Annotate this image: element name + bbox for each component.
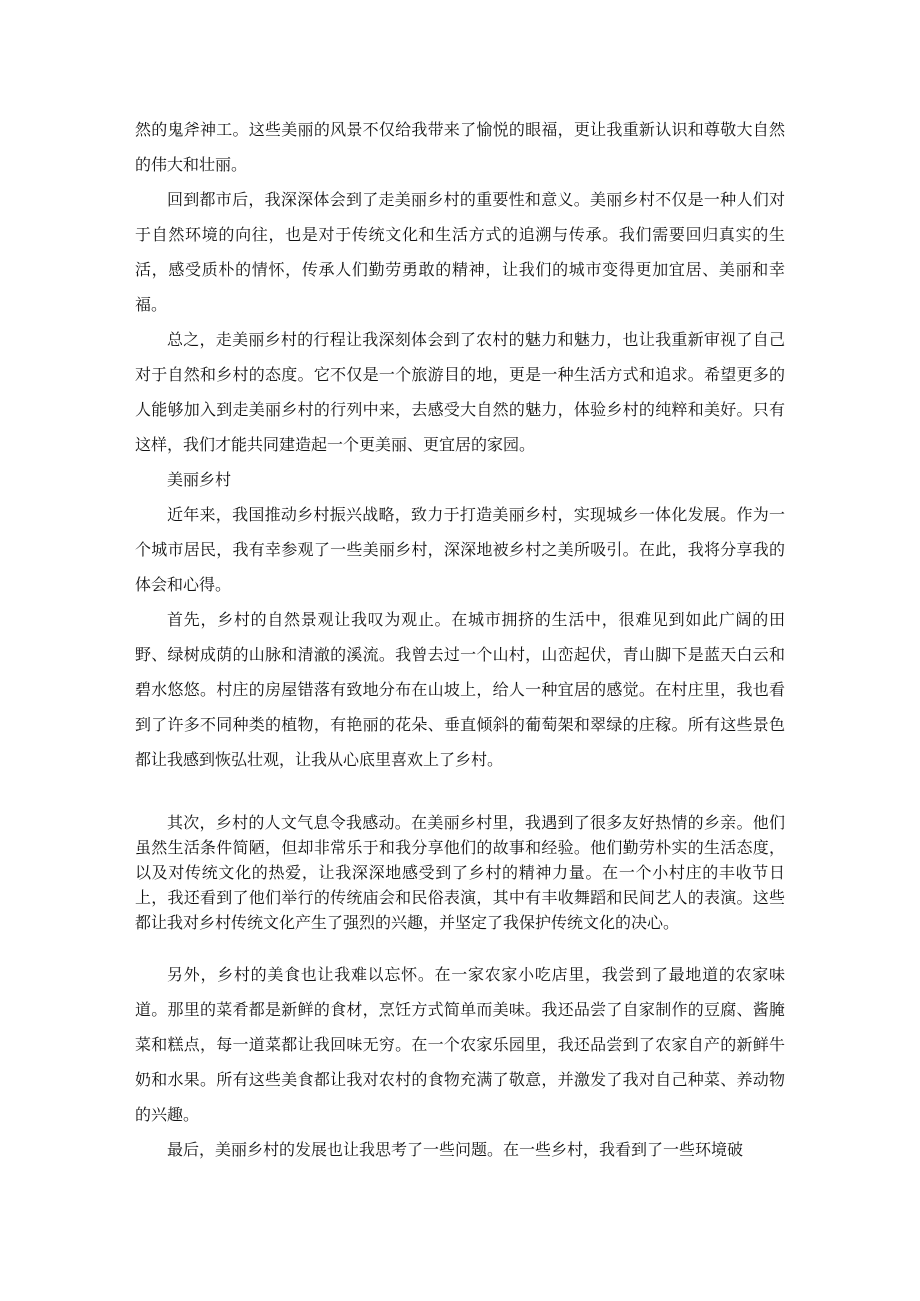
section-title: 美丽乡村 — [167, 470, 232, 489]
paragraph-conclusion: 总之，走美丽乡村的行程让我深刻体会到了农村的魅力和魅力，也让我重新审视了自己对于自然和乡村的态度。它不仅是一个旅游目的地，更是一种生活方式和追求。希望更多的人能够加入到走美丽乡村的行列中来，去感受大自然的魅力，体验乡村的纯粹和美好。只有这样，我们才能共同建造起一个更美丽、更宜居的家园。 — [135, 330, 785, 454]
paragraph-continuation: 然的鬼斧神工。这些美丽的风景不仅给我带来了愉悦的眼福，更让我重新认识和尊敬大自然的伟大和壮丽。 — [135, 120, 785, 174]
paragraph-final: 最后，美丽乡村的发展也让我思考了一些问题。在一些乡村，我看到了一些环境破 — [167, 1140, 744, 1159]
paragraph-food: 另外，乡村的美食也让我难以忘怀。在一家农家小吃店里，我尝到了最地道的农家味道。那里的菜肴都是新鲜的食材，烹饪方式简单而美味。我还品尝了自家制作的豆腐、酱腌菜和糕点，每一道菜都让我回味无穷。在一个农家乐园里，我还品尝到了农家自产的新鲜牛奶和水果。所有这些美食都让我对农村的食物充满了敬意，并激发了我对自己种菜、养动物的兴趣。 — [135, 965, 785, 1124]
paragraph-natural-scenery: 首先，乡村的自然景观让我叹为观止。在城市拥挤的生活中，很难见到如此广阔的田野、绿树成荫的山脉和清澈的溪流。我曾去过一个山村，山峦起伏，青山脚下是蓝天白云和碧水悠悠。村庄的房屋错落有致地分布在山坡上，给人一种宜居的感觉。在村庄里，我也看到了许多不同种类的植物，有艳丽的花朵、垂直倾斜的葡萄架和翠绿的庄稼。所有这些景色都让我感到恢弘壮观，让我从心底里喜欢上了乡村。 — [135, 610, 785, 769]
paragraph-return-to-city: 回到都市后，我深深体会到了走美丽乡村的重要性和意义。美丽乡村不仅是一种人们对于自然环境的向往，也是对于传统文化和生活方式的追溯与传承。我们需要回归真实的生活，感受质朴的情怀，传承人们勤劳勇敢的精神，让我们的城市变得更加宜居、美丽和幸福。 — [135, 190, 785, 314]
paragraph-intro: 近年来，我国推动乡村振兴战略，致力于打造美丽乡村，实现城乡一体化发展。作为一个城市居民，我有幸参观了一些美丽乡村，深深地被乡村之美所吸引。在此，我将分享我的体会和心得。 — [135, 505, 785, 594]
paragraph-culture: 其次，乡村的人文气息令我感动。在美丽乡村里，我遇到了很多友好热情的乡亲。他们虽然生活条件简陋，但却非常乐于和我分享他们的故事和经验。他们勤劳朴实的生活态度，以及对传统文化的热爱，让我深深地感受到了乡村的精神力量。在一个小村庄的丰收节日上，我还看到了他们举行的传统庙会和民俗表演，其中有丰收舞蹈和民间艺人的表演。这些都让我对乡村传统文化产生了强烈的兴趣，并坚定了我保护传统文化的决心。 — [135, 813, 785, 932]
